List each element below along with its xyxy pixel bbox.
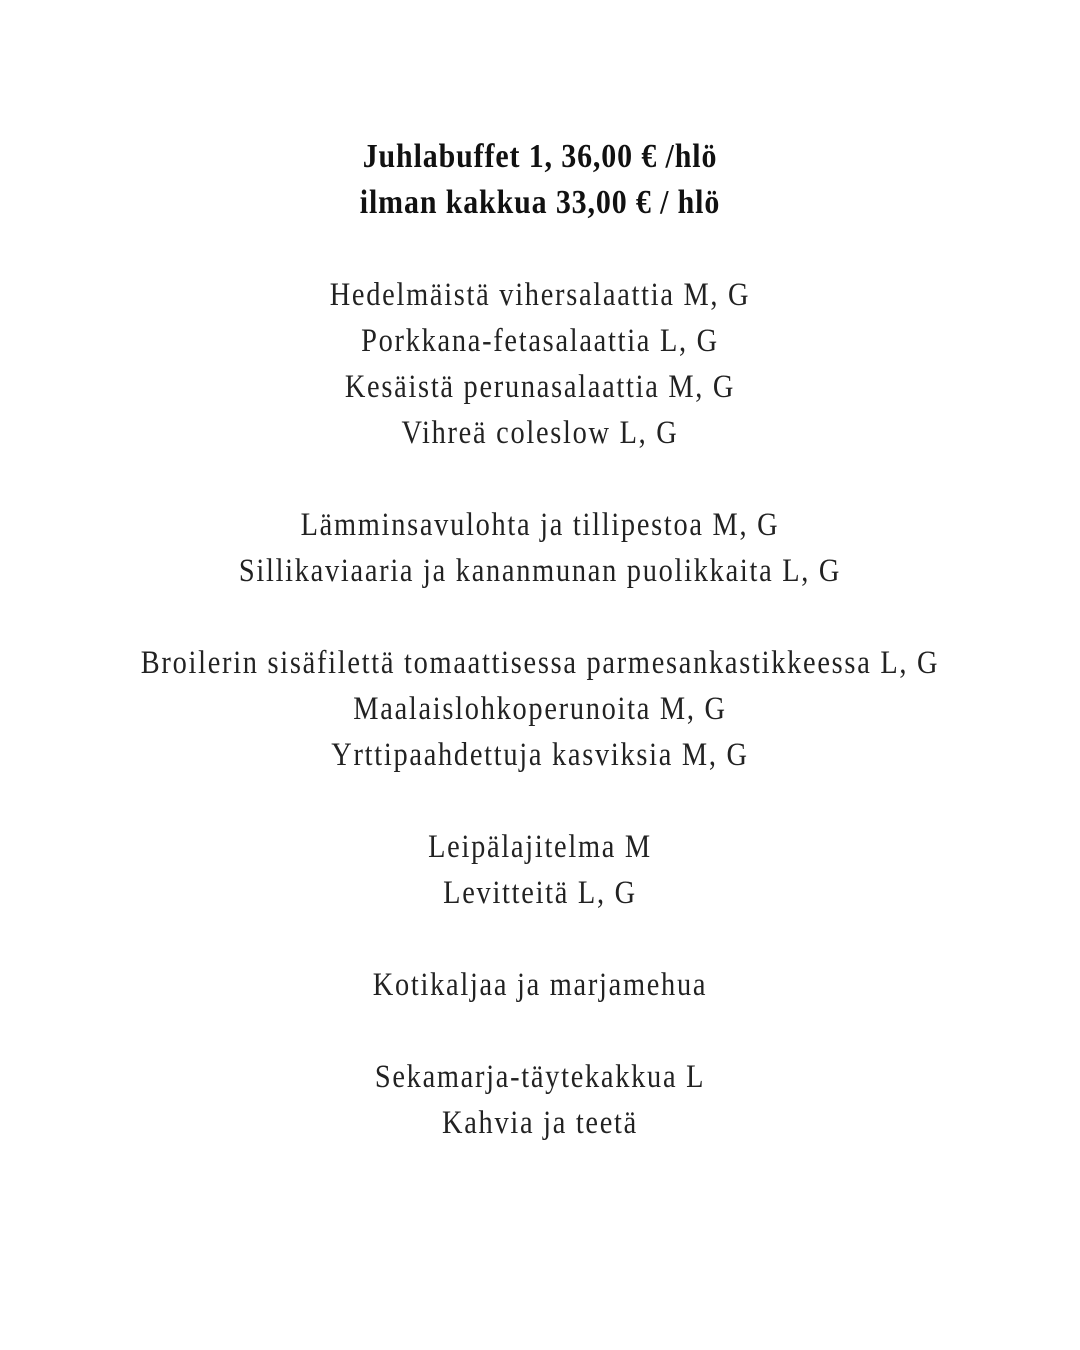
menu-item: Yrttipaahdettuja kasviksia M, G [331,737,749,773]
menu-title [65,134,1015,226]
menu-item: Porkkana-fetasalaattia L, G [361,323,719,359]
section-dessert [0,1054,1080,1146]
section-fish [0,502,1080,594]
menu-item: Hedelmäistä vihersalaattia M, G [329,277,751,313]
menu-title-price-no-cake: ilman kakkua 33,00 € / hlö [359,184,721,221]
section-mains [0,640,1080,778]
menu-item: Kotikaljaa ja marjamehua [372,967,708,1003]
menu-item: Broilerin sisäfilettä tomaattisessa parmesankastikkeessa L, G [140,645,940,681]
menu-item: Lämminsavulohta ja tillipestoa M, G [300,507,780,543]
menu-item: Levitteitä L, G [443,875,637,911]
buffet-menu [0,134,1080,1146]
menu-item: Sekamarja-täytekakkua L [374,1059,706,1095]
menu-item: Sillikaviaaria ja kananmunan puolikkaita L, G [238,553,842,589]
menu-item: Kesäistä perunasalaattia M, G [344,369,736,405]
section-salads [0,272,1080,456]
menu-item: Maalaislohkoperunoita M, G [353,691,727,727]
menu-item: Leipälajitelma M [428,829,652,865]
menu-item: Vihreä coleslow L, G [401,415,679,451]
menu-title-price: Juhlabuffet 1, 36,00 € /hlö [362,138,718,175]
menu-item: Kahvia ja teetä [442,1105,638,1141]
section-bread [0,824,1080,916]
section-drinks [0,962,1080,1008]
